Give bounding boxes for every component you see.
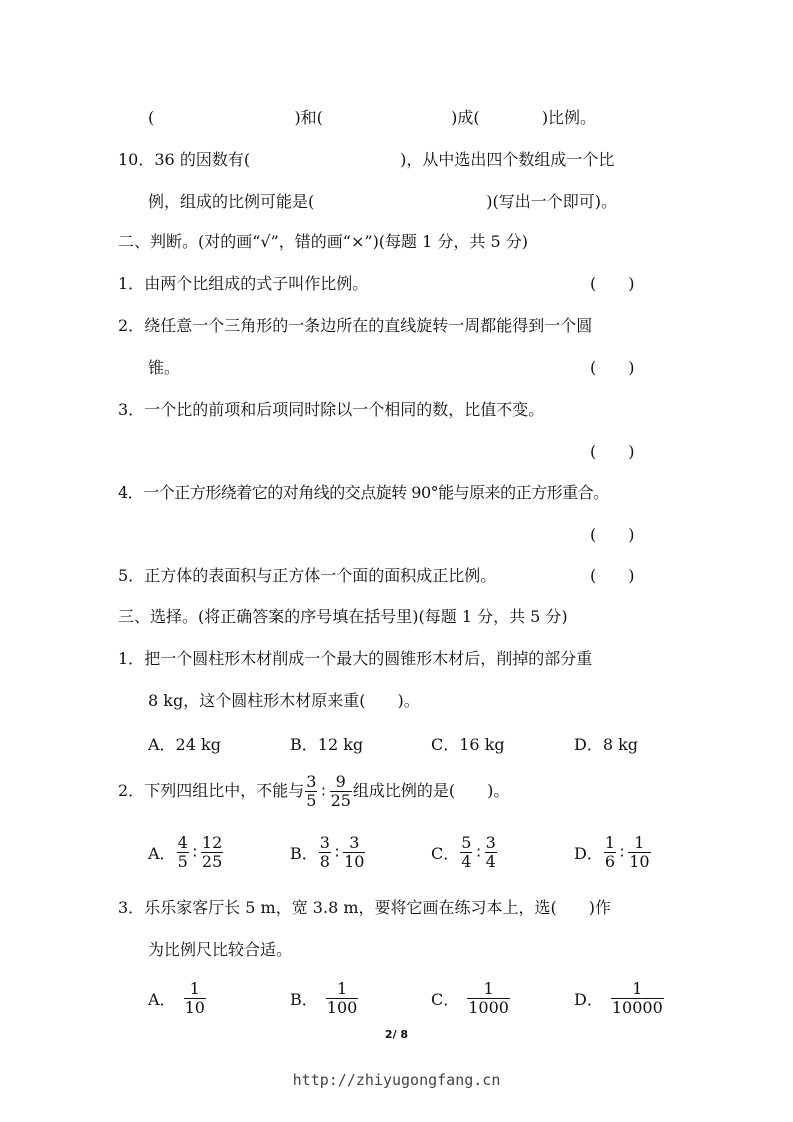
option-fraction-2	[485, 834, 497, 871]
choice-q1-option-c[interactable]: C．16 kg	[431, 735, 505, 754]
option-label: C．	[431, 844, 460, 863]
q9-paren-2: )和(	[294, 108, 323, 127]
q10-text-b: )，从中选出四个数组成一个比	[400, 150, 615, 169]
denominator: 6	[604, 852, 616, 871]
q9-paren-4: )比例。	[541, 108, 597, 127]
choice-q1	[118, 649, 592, 669]
judge-answer-3[interactable]: ( )	[590, 442, 635, 461]
choice-q2-number: 2．	[118, 781, 145, 800]
judge-item-2-text: 绕任意一个三角形的一条边所在的直线旋转一周都能得到一个圆	[144, 316, 593, 335]
q10-number: 10．	[118, 150, 155, 169]
numerator: 3	[306, 772, 317, 791]
denominator: 10	[344, 852, 365, 871]
judge-answer-5[interactable]: ( )	[590, 566, 635, 585]
denominator: 100	[326, 998, 358, 1017]
judge-item-4-text: 一个正方形绕着它的对角线的交点旋转 90°能与原来的正方形重合。	[143, 483, 609, 502]
option-fraction	[611, 980, 664, 1017]
fill-q10-line2	[148, 192, 617, 212]
option-fraction-1	[604, 834, 616, 871]
judge-item-4	[118, 483, 609, 503]
judge-item-2-number: 2．	[118, 316, 145, 335]
option-fraction-2	[201, 834, 223, 871]
ratio-colon: ∶	[334, 843, 340, 862]
choice-q1-option-b[interactable]: B．12 kg	[290, 735, 364, 754]
judge-item-3-text: 一个比的前项和后项同时除以一个相同的数，比值不变。	[144, 400, 545, 419]
q10-text-d: )(写出一个即可)。	[486, 192, 617, 211]
choice-q2-post: 组成比例的是( )。	[352, 781, 510, 800]
denominator: 1000	[468, 998, 509, 1017]
numerator: 3	[349, 833, 360, 852]
option-label: B．	[290, 844, 318, 863]
choice-q3-option-d[interactable]	[574, 980, 665, 1017]
numerator: 1	[483, 979, 494, 998]
denominator: 10	[184, 998, 205, 1017]
choice-q3	[118, 898, 611, 918]
judge-item-1	[118, 274, 368, 294]
ratio-colon: ∶	[620, 843, 625, 862]
numerator: 1	[632, 979, 643, 998]
option-label: A．	[148, 990, 176, 1009]
option-fraction-1	[460, 834, 472, 871]
ratio-colon: ∶	[192, 843, 197, 862]
numerator: 4	[177, 833, 188, 852]
denominator: 4	[461, 852, 472, 871]
choice-q3-option-c[interactable]	[431, 980, 511, 1017]
denominator: 10000	[611, 998, 663, 1017]
choice-q3-option-b[interactable]	[290, 980, 359, 1017]
judge-answer-1[interactable]: ( )	[590, 274, 635, 293]
numerator: 1	[604, 833, 616, 852]
judge-item-1-number: 1．	[118, 274, 145, 293]
choice-q1-cont: 8 kg，这个圆柱形木材原来重( )。	[148, 691, 420, 710]
numerator: 1	[336, 979, 348, 998]
option-label: D．	[574, 844, 603, 863]
option-label: D．	[574, 990, 603, 1009]
option-fraction-1	[319, 834, 331, 871]
choice-q1-option-d[interactable]: D．8 kg	[574, 735, 639, 754]
q10-text-c: 例，组成的比例可能是(	[148, 192, 315, 211]
judge-answer-4[interactable]: ( )	[590, 525, 635, 544]
option-label: B．	[290, 990, 318, 1009]
choice-q3-option-a[interactable]	[148, 980, 207, 1017]
choice-q2-pre: 下列四组比中，不能与	[144, 781, 305, 800]
numerator: 5	[461, 833, 472, 852]
numerator: 9	[335, 772, 346, 791]
option-fraction-2	[343, 834, 365, 871]
option-fraction-2	[628, 834, 650, 871]
choice-q2-fraction-b	[330, 773, 352, 810]
judge-heading: 二、判断。(对的画“√”，错的画“×”)(每题 1 分，共 5 分)	[118, 232, 528, 251]
q9-paren-3: )成(	[451, 108, 480, 127]
q9-paren-1: (	[148, 108, 155, 127]
numerator: 3	[319, 833, 330, 852]
numerator: 12	[201, 833, 223, 852]
choice-q1-option-a[interactable]: A．24 kg	[148, 735, 221, 754]
numerator: 1	[634, 833, 645, 852]
choice-q3-cont: 为比例尺比较合适。	[148, 940, 293, 959]
judge-item-5	[118, 566, 496, 586]
denominator: 10	[629, 852, 650, 871]
ratio-colon: ∶	[321, 781, 326, 801]
option-fraction	[326, 980, 359, 1017]
source-url[interactable]: http://zhiyugongfang.cn	[292, 1071, 501, 1089]
choice-q2-fraction-a	[305, 773, 317, 810]
choice-q2-option-d[interactable]	[574, 834, 652, 871]
judge-item-2-cont: 锥。	[148, 358, 181, 377]
choice-q2-option-a[interactable]	[148, 834, 224, 871]
judge-item-3-number: 3．	[118, 400, 145, 419]
judge-item-4-number: 4．	[118, 483, 144, 502]
denominator: 25	[330, 791, 351, 810]
denominator: 5	[306, 791, 317, 810]
option-fraction	[184, 980, 206, 1017]
denominator: 5	[177, 852, 188, 871]
fill-q10-line1	[118, 150, 614, 170]
choice-heading: 三、选择。(将正确答案的序号填在括号里)(每题 1 分，共 5 分)	[118, 607, 568, 626]
q10-text-a: 36 的因数有(	[154, 150, 251, 169]
denominator: 8	[319, 852, 330, 871]
denominator: 25	[201, 852, 223, 871]
judge-item-2	[118, 316, 592, 336]
fill-q9-continuation	[148, 108, 596, 128]
choice-q1-number: 1．	[118, 649, 145, 668]
choice-q2-option-c[interactable]	[431, 834, 498, 871]
choice-q1-text: 把一个圆柱形木材削成一个最大的圆锥形木材后，削掉的部分重	[144, 649, 593, 668]
option-label: A．	[148, 844, 176, 863]
judge-item-5-number: 5．	[118, 566, 145, 585]
choice-q2-option-b[interactable]	[290, 834, 366, 871]
denominator: 4	[485, 852, 496, 871]
judge-item-1-text: 由两个比组成的式子叫作比例。	[144, 274, 369, 293]
numerator: 3	[485, 833, 496, 852]
numerator: 1	[189, 979, 200, 998]
option-fraction	[467, 980, 510, 1017]
judge-item-3	[118, 400, 544, 420]
choice-q3-text: 乐乐家客厅长 5 m，宽 3.8 m，要将它画在练习本上，选( )作	[144, 898, 611, 917]
page-number: 2/ 8	[384, 1028, 409, 1041]
option-label: C．	[431, 990, 460, 1009]
judge-answer-2[interactable]: ( )	[590, 358, 635, 377]
ratio-colon: ∶	[476, 843, 481, 862]
choice-q2	[118, 772, 509, 811]
judge-item-5-text: 正方体的表面积与正方体一个面的面积成正比例。	[144, 566, 497, 585]
option-fraction-1	[177, 834, 189, 871]
choice-q3-number: 3．	[118, 898, 145, 917]
